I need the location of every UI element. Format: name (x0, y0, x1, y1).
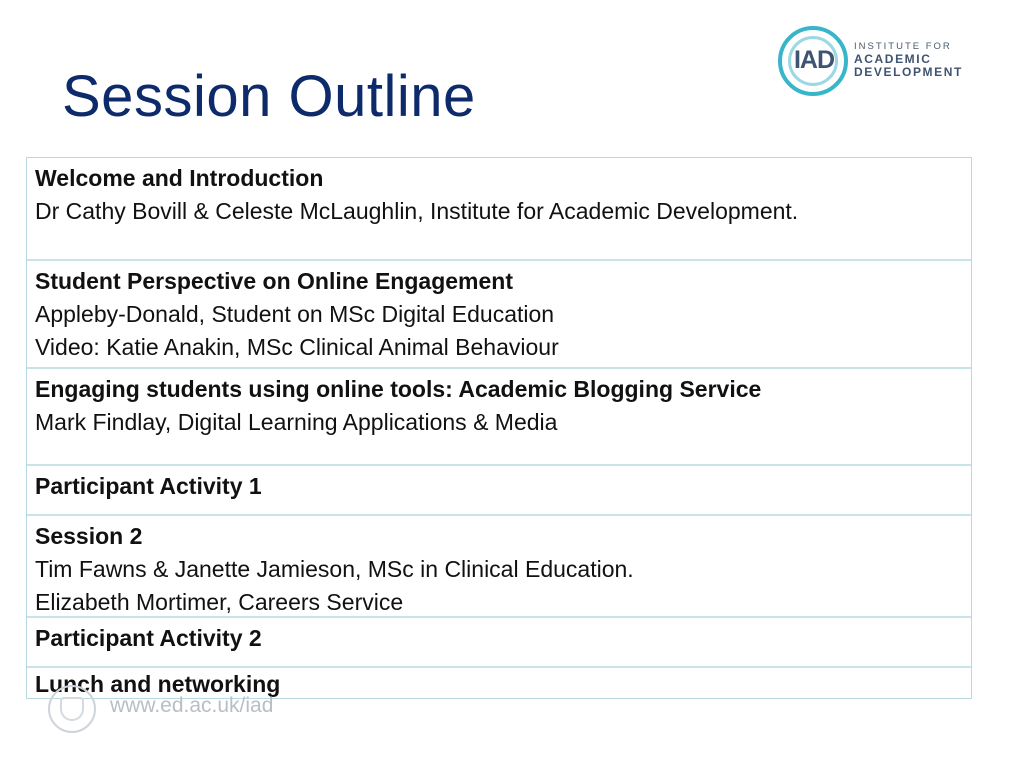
row-title: Welcome and Introduction (35, 165, 324, 191)
outline-row (27, 516, 971, 618)
row-detail: Elizabeth Mortimer, Careers Service (35, 589, 404, 615)
logo-abbreviation: IAD (793, 46, 835, 74)
outline-row (27, 369, 971, 466)
logo-line-1: INSTITUTE FOR (854, 41, 952, 52)
logo-text (854, 40, 963, 79)
iad-logo (778, 26, 978, 100)
session-outline-table (26, 157, 972, 699)
row-title: Engaging students using online tools: Academic Blogging Service (35, 376, 762, 402)
slide-title: Session Outline (62, 64, 476, 129)
university-crest-icon (48, 685, 96, 733)
row-detail: Appleby-Donald, Student on MSc Digital Education (35, 301, 555, 327)
outline-row (27, 466, 971, 516)
row-title: Student Perspective on Online Engagement (35, 268, 513, 294)
row-title: Participant Activity 1 (35, 473, 262, 499)
row-title: Lunch and networking (35, 671, 281, 697)
outline-row (27, 158, 971, 261)
row-detail: Mark Findlay, Digital Learning Applications & Media (35, 409, 558, 435)
row-detail: Video: Katie Anakin, MSc Clinical Animal Behaviour (35, 334, 559, 360)
row-title: Session 2 (35, 523, 143, 549)
logo-line-2: ACADEMIC (854, 52, 932, 66)
row-detail: Dr Cathy Bovill & Celeste McLaughlin, Institute for Academic Development. (35, 198, 799, 224)
row-title: Participant Activity 2 (35, 625, 262, 651)
row-detail: Tim Fawns & Janette Jamieson, MSc in Clinical Education. (35, 556, 634, 582)
footer-url: www.ed.ac.uk/iad (110, 694, 274, 717)
outline-row (27, 618, 971, 668)
logo-line-3: DEVELOPMENT (854, 65, 963, 79)
outline-row (27, 261, 971, 369)
